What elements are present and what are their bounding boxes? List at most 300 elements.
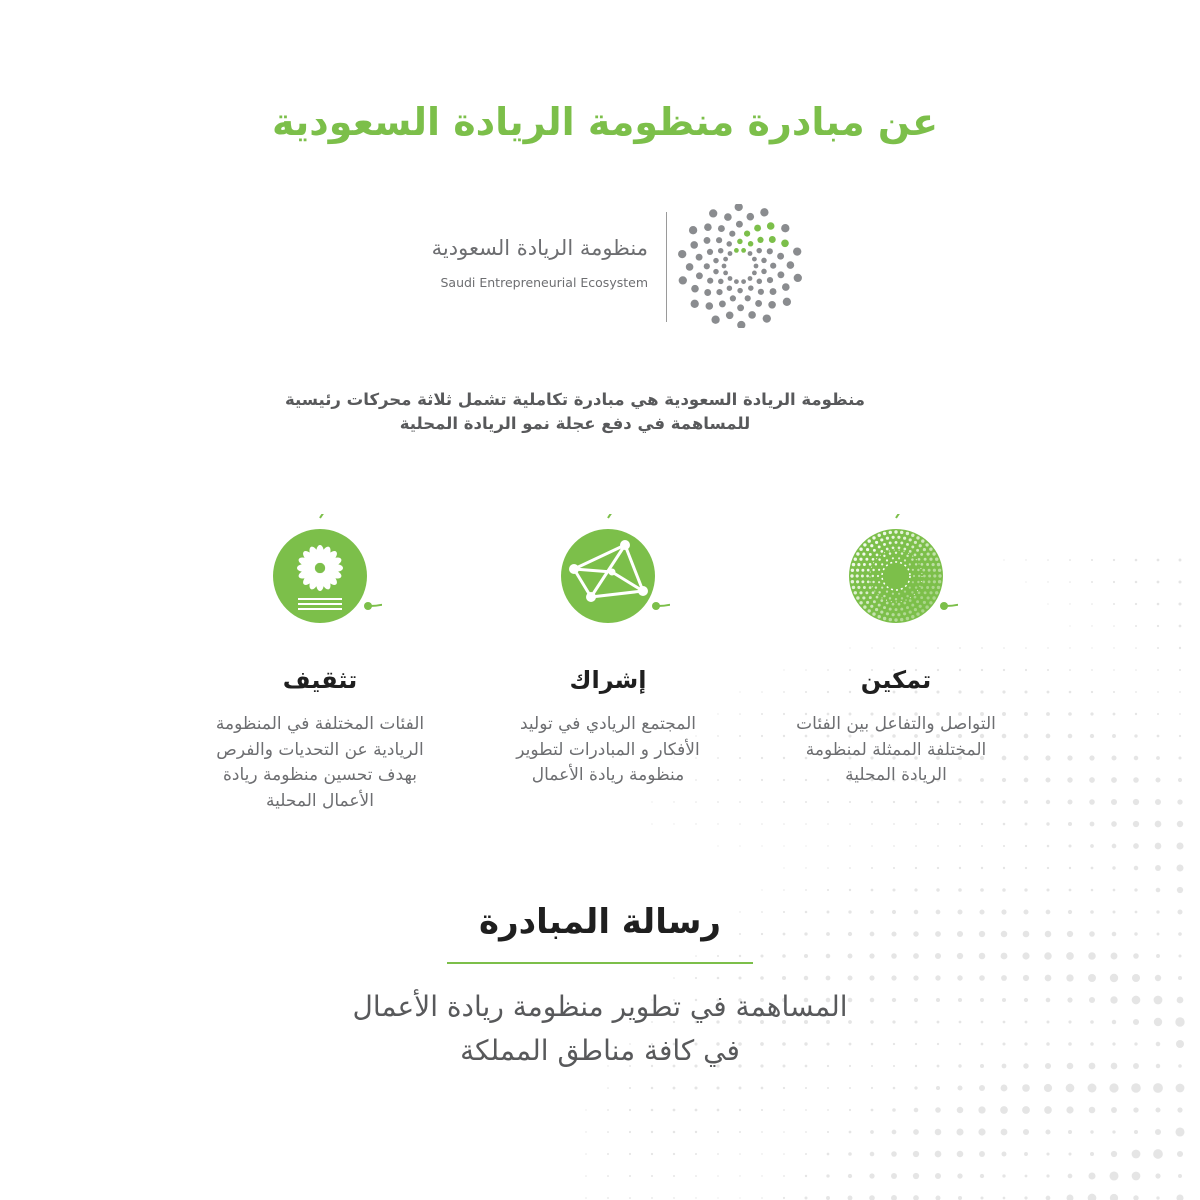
dot <box>1155 799 1161 805</box>
dot <box>1090 844 1094 848</box>
dot <box>875 541 878 544</box>
dot <box>1068 1174 1073 1179</box>
dot <box>906 617 909 620</box>
dot <box>919 605 922 608</box>
dot <box>1133 799 1139 805</box>
dot <box>782 283 790 291</box>
dot <box>767 248 773 254</box>
dot <box>863 563 866 566</box>
dot <box>1157 625 1159 627</box>
dot <box>695 1153 697 1155</box>
dot <box>1067 755 1072 760</box>
dot <box>933 574 936 577</box>
dot <box>1067 1195 1074 1200</box>
dot <box>781 240 789 248</box>
dot <box>585 1131 586 1132</box>
dot <box>783 889 785 891</box>
network-icon <box>546 514 670 638</box>
dot <box>852 586 855 589</box>
dot <box>761 1153 762 1154</box>
dot <box>848 954 853 959</box>
desc-line: الأفكار و المبادرات لتطوير <box>516 739 700 760</box>
dot <box>911 534 914 537</box>
dot <box>893 823 895 825</box>
dot <box>938 574 941 577</box>
dot <box>607 1175 609 1177</box>
dot <box>1132 974 1140 982</box>
dot <box>868 609 871 612</box>
dot <box>629 1153 631 1155</box>
dot <box>883 532 886 535</box>
dot <box>761 1197 763 1199</box>
dot <box>929 558 932 561</box>
dot <box>826 976 831 981</box>
dot <box>1046 800 1050 804</box>
dot <box>911 615 914 618</box>
dot <box>921 586 924 589</box>
dot <box>696 254 703 261</box>
dot <box>747 213 755 221</box>
dot <box>1091 889 1094 892</box>
dot <box>1113 713 1116 716</box>
dot <box>1113 559 1115 561</box>
dot <box>959 801 962 804</box>
dot <box>1134 734 1137 737</box>
dot <box>895 608 898 611</box>
dot <box>913 1129 919 1135</box>
dot <box>767 277 773 283</box>
dot <box>737 239 743 245</box>
dot <box>757 279 763 285</box>
dot <box>651 1131 653 1133</box>
dot <box>863 543 866 546</box>
dot <box>1069 603 1070 604</box>
dot <box>870 1152 875 1157</box>
dot <box>867 581 870 584</box>
dot <box>827 1153 830 1156</box>
dot <box>1134 866 1139 871</box>
dot <box>761 1175 762 1176</box>
dot <box>1109 1083 1118 1092</box>
dot <box>770 288 777 295</box>
dot <box>1179 691 1181 693</box>
dot <box>718 248 724 254</box>
dot <box>957 953 963 959</box>
dot <box>928 569 931 572</box>
dot <box>869 1195 875 1200</box>
dot <box>918 558 921 561</box>
dot <box>883 543 886 546</box>
dot <box>718 279 724 285</box>
dot <box>1135 625 1137 627</box>
dot <box>1088 952 1096 960</box>
dot <box>856 574 859 577</box>
dot <box>850 574 853 577</box>
dot <box>920 596 923 599</box>
dot <box>927 596 930 599</box>
dot <box>872 536 875 539</box>
dot <box>748 285 754 291</box>
dot <box>629 1087 631 1089</box>
dot <box>871 1087 873 1089</box>
dot <box>1024 888 1027 891</box>
dot <box>1133 821 1139 827</box>
dot <box>861 580 864 583</box>
dot <box>761 801 763 803</box>
dot <box>912 581 914 583</box>
dot <box>1135 603 1137 605</box>
dot <box>691 285 699 293</box>
dot <box>755 300 762 307</box>
dot <box>1066 974 1073 981</box>
dot <box>704 237 711 244</box>
dot <box>865 558 868 561</box>
dot <box>1025 867 1027 869</box>
dot <box>871 845 873 847</box>
page-title: عن مبادرة منظومة الريادة السعودية <box>271 100 939 144</box>
dot <box>739 845 740 846</box>
dot <box>876 554 879 557</box>
dot <box>878 569 880 571</box>
flower-book-icon <box>258 514 382 638</box>
dot <box>1069 647 1070 648</box>
dot <box>881 563 883 565</box>
dot <box>863 605 866 608</box>
dot <box>1111 777 1117 783</box>
dot <box>738 976 741 979</box>
dot <box>758 289 764 295</box>
sphere-icon <box>834 514 958 638</box>
desc-line: بهدف تحسين منظومة ريادة <box>222 765 418 785</box>
dot <box>1025 823 1028 826</box>
dot <box>980 1196 983 1199</box>
dot <box>869 975 874 980</box>
dot <box>707 278 713 284</box>
dot <box>904 559 906 561</box>
dot <box>761 1131 763 1133</box>
dot <box>898 557 900 559</box>
dot <box>957 975 962 980</box>
dot <box>901 597 903 599</box>
dot <box>958 1196 962 1200</box>
dot <box>695 1175 697 1177</box>
dot <box>585 1109 586 1110</box>
dot <box>1179 647 1181 649</box>
dot <box>886 612 889 615</box>
dot <box>585 1153 587 1155</box>
feature-enable-desc <box>746 712 1046 789</box>
dot <box>1047 845 1050 848</box>
dot <box>909 587 911 589</box>
dot <box>859 548 862 551</box>
desc-line: المختلفة الممثلة لمنظومة <box>805 739 987 760</box>
dot <box>889 552 891 554</box>
dot <box>849 1131 852 1134</box>
dot <box>869 1173 874 1178</box>
dot <box>1153 1149 1163 1159</box>
dot <box>862 553 865 556</box>
logo-name-ar: منظومة الريادة السعودية <box>431 236 648 260</box>
dot <box>865 591 868 594</box>
intro-text <box>280 388 870 436</box>
logo <box>400 200 820 330</box>
dot <box>892 546 895 549</box>
dot <box>1179 559 1182 562</box>
dot <box>1155 843 1162 850</box>
dot <box>921 539 924 542</box>
dot <box>1157 735 1160 738</box>
dot <box>629 1109 631 1111</box>
dot <box>854 591 857 594</box>
dot <box>673 977 675 979</box>
dot <box>866 601 869 604</box>
dot <box>607 1087 609 1089</box>
dot <box>869 953 874 958</box>
dot <box>889 608 892 611</box>
dot <box>717 823 718 824</box>
dot <box>1113 647 1114 648</box>
dot <box>925 605 928 608</box>
dot <box>805 1109 807 1111</box>
dot <box>1157 647 1159 649</box>
dot <box>928 580 931 583</box>
dot <box>1156 778 1161 783</box>
dot <box>1155 821 1162 828</box>
dot <box>717 1153 719 1155</box>
dot <box>754 225 761 232</box>
dot <box>911 591 913 593</box>
dot <box>1112 756 1117 761</box>
dot <box>1135 559 1138 562</box>
dot <box>909 538 912 541</box>
dot <box>906 555 908 557</box>
dot <box>783 1197 785 1199</box>
dot <box>883 555 885 557</box>
dot <box>1178 580 1181 583</box>
dot <box>673 1131 676 1134</box>
dot <box>607 1131 609 1133</box>
mission-line-2: في كافة مناطق المملكة <box>460 1034 740 1067</box>
dot <box>900 608 903 611</box>
dot <box>937 586 940 589</box>
dot <box>1179 603 1182 606</box>
dot <box>870 544 873 547</box>
dot <box>1046 734 1051 739</box>
feature-educate-desc <box>170 712 470 814</box>
dot <box>913 975 918 980</box>
dot <box>827 867 829 869</box>
dot <box>859 591 862 594</box>
dot <box>729 231 735 237</box>
dot <box>878 558 880 560</box>
dot <box>871 867 873 869</box>
dot <box>1024 1152 1028 1156</box>
dot <box>777 271 784 278</box>
dot <box>737 321 745 328</box>
dot <box>866 575 869 578</box>
dot <box>761 1087 764 1090</box>
dot <box>709 209 717 217</box>
dot <box>906 532 909 535</box>
dot <box>871 823 873 825</box>
dot <box>1113 669 1115 671</box>
dot <box>1025 845 1027 847</box>
dot <box>878 604 881 607</box>
dot <box>980 800 983 803</box>
dot <box>925 543 928 546</box>
dot <box>903 612 906 615</box>
dot <box>919 544 922 547</box>
dot <box>921 563 924 566</box>
dot <box>1002 800 1005 803</box>
dot <box>741 248 746 253</box>
dot <box>956 1128 963 1135</box>
dot <box>748 311 756 319</box>
dot <box>726 312 734 320</box>
dot <box>1134 756 1139 761</box>
dot <box>903 602 906 605</box>
dot <box>915 867 917 869</box>
dot <box>607 1153 609 1155</box>
dot <box>673 1109 676 1112</box>
desc-line: الريادة المحلية <box>845 765 947 785</box>
dot <box>1091 625 1092 626</box>
dot <box>915 586 917 588</box>
dot <box>1135 669 1137 671</box>
dot <box>805 867 806 868</box>
dot <box>916 549 919 552</box>
dot <box>1001 1085 1008 1092</box>
intro-line-2: للمساهمة في دفع عجلة نمو الريادة المحلية <box>399 414 751 433</box>
dot <box>854 558 857 561</box>
dot <box>1090 734 1094 738</box>
dot <box>827 801 829 803</box>
dot <box>711 316 719 324</box>
dot <box>1003 845 1005 847</box>
dot <box>917 569 919 571</box>
dot <box>629 1175 631 1177</box>
dot <box>805 1131 807 1133</box>
dot <box>1157 559 1160 562</box>
dot <box>1002 1152 1007 1157</box>
dot <box>1157 713 1159 715</box>
dot <box>673 1175 675 1177</box>
dot <box>1109 1171 1118 1180</box>
dot <box>856 596 859 599</box>
dot <box>805 823 807 825</box>
dot <box>719 300 726 307</box>
dot <box>932 586 935 589</box>
dot <box>1155 975 1161 981</box>
dot <box>695 1197 696 1198</box>
dot <box>695 823 696 824</box>
dot <box>929 591 932 594</box>
dot <box>781 224 789 232</box>
dot <box>826 954 831 959</box>
dot <box>932 596 935 599</box>
dot <box>1045 777 1050 782</box>
intro-line-1: منظومة الريادة السعودية هي مبادرة تكاملية تشمل ثلاثة محركات رئيسية <box>284 390 866 409</box>
dot <box>935 953 941 959</box>
dot <box>1156 1196 1159 1199</box>
dot <box>805 1197 808 1200</box>
dot <box>914 596 917 599</box>
dot <box>826 1196 830 1200</box>
dot <box>892 1108 896 1112</box>
dot <box>959 823 961 825</box>
dot <box>783 867 784 868</box>
dot <box>827 1109 829 1111</box>
dot <box>787 261 795 269</box>
dot <box>886 591 888 593</box>
dot <box>691 300 699 308</box>
dot <box>651 1175 653 1177</box>
dot <box>704 223 712 231</box>
dot <box>1045 975 1052 982</box>
dot <box>1179 669 1181 671</box>
dot <box>979 953 986 960</box>
dot <box>909 563 911 565</box>
feature-enable <box>746 530 1046 789</box>
dot <box>1001 953 1008 960</box>
dot <box>1135 647 1137 649</box>
dot <box>686 263 694 271</box>
dot <box>739 1197 740 1198</box>
dot <box>760 208 768 216</box>
dot <box>889 597 891 599</box>
dot <box>1111 1151 1117 1157</box>
dot <box>929 548 932 551</box>
dot <box>869 553 872 556</box>
dot <box>857 563 860 566</box>
dot <box>909 611 912 614</box>
dot <box>1047 559 1049 561</box>
dot <box>761 1109 763 1111</box>
dot <box>717 955 719 957</box>
dot <box>1066 1106 1073 1113</box>
dot <box>673 801 674 802</box>
dot <box>883 595 885 597</box>
dot <box>734 279 739 284</box>
feature-engage-title: إشراك <box>569 666 647 694</box>
dot <box>893 867 895 869</box>
dot <box>849 1087 851 1089</box>
dot <box>1155 865 1161 871</box>
dot <box>1003 823 1006 826</box>
dot <box>783 801 785 803</box>
dot <box>862 596 865 599</box>
dot <box>898 603 901 606</box>
dot <box>878 534 881 537</box>
dot <box>869 586 872 589</box>
dot <box>629 1197 631 1199</box>
dot <box>913 1195 919 1200</box>
dot <box>1025 1175 1028 1178</box>
dot <box>827 845 828 846</box>
dot <box>937 845 939 847</box>
dot <box>737 288 743 294</box>
dot <box>906 606 909 609</box>
dot <box>1155 1173 1160 1178</box>
dot <box>935 558 938 561</box>
dot <box>849 867 851 869</box>
dot <box>851 580 854 583</box>
dot <box>777 253 784 260</box>
dot <box>1157 669 1159 671</box>
desc-line: منظومة ريادة الأعمال <box>531 765 685 785</box>
dot <box>690 241 698 249</box>
dot <box>1178 778 1182 782</box>
